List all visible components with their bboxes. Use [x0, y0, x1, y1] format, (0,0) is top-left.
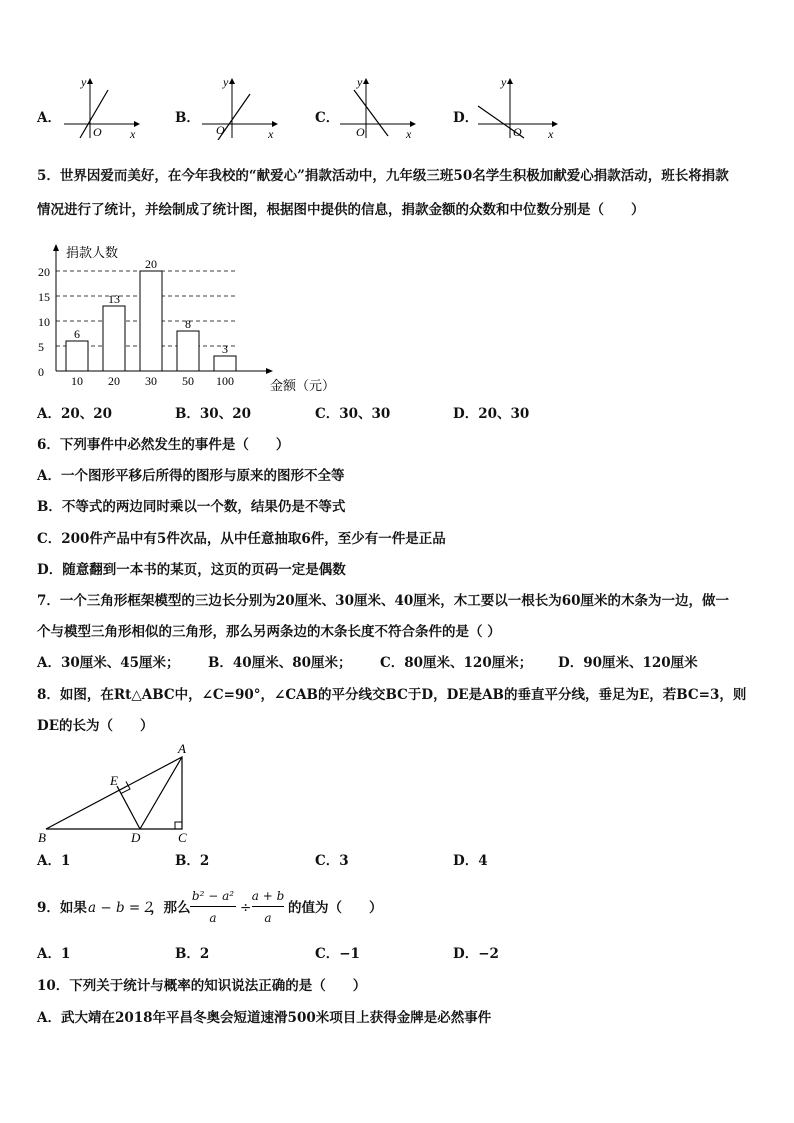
q4-b-y-label: y — [223, 76, 229, 89]
q6-option-a: A．一个图形平移后所得的图形与原来的图形不全等 — [37, 468, 345, 484]
q8-label-c: C — [178, 830, 187, 845]
y-axis-arrow — [53, 244, 59, 251]
x-axis-arrow — [266, 368, 273, 374]
q8-stem-line1: 8．如图，在Rt△ABC中，∠C=90°，∠CAB的平分线交BC于D，DE是AB的垂直平分线，垂足为E，若BC=3，则 — [37, 687, 747, 703]
q7-option-a: A．30厘米、45厘米； — [37, 655, 180, 671]
bar-100 — [214, 356, 236, 371]
data-label: 20 — [145, 257, 157, 271]
y-axis-title: 捐款人数 — [66, 245, 119, 260]
q4-graph-b — [198, 76, 278, 140]
q9-divide-sign: ÷ — [240, 900, 252, 916]
q9-option-c: C．−1 — [315, 946, 360, 962]
y-tick-label: 0 — [38, 365, 44, 379]
q8-option-c: C．3 — [315, 853, 349, 869]
q9-frac2-bar — [252, 906, 284, 907]
q8-triangle-figure — [30, 738, 200, 848]
q8-label-e: E — [110, 773, 118, 788]
q4-a-origin: O — [93, 125, 102, 139]
data-label: 13 — [108, 292, 120, 306]
q5-stem-line1: 5．世界因爱而美好，在今年我校的“献爱心”捐款活动中，九年级三班50名学生积极加献爱心捐款活动，班长将捐款 — [37, 168, 729, 184]
bar-10 — [66, 341, 88, 371]
bar-30 — [140, 271, 162, 371]
q4-graph-d — [474, 76, 558, 140]
q9-frac1-numerator: b² − a² — [191, 889, 235, 903]
q4-c-y-label: y — [357, 76, 363, 89]
q4-option-b-label: B． — [175, 110, 200, 126]
q9-frac2-numerator: a + b — [251, 889, 285, 903]
q5-bar-chart — [30, 230, 340, 395]
q7-option-c: C．80厘米、120厘米； — [380, 655, 533, 671]
x-tick-label: 20 — [108, 374, 120, 388]
q8-label-b: B — [38, 830, 46, 845]
q6-option-d: D．随意翻到一本书的某页，这页的页码一定是偶数 — [37, 562, 346, 578]
q9-frac1-denominator: a — [209, 911, 217, 925]
q4-d-x-label: x — [548, 127, 554, 140]
q8-option-a: A．1 — [37, 853, 71, 869]
q4-option-a-label: A． — [37, 110, 61, 126]
y-tick-label: 5 — [38, 340, 44, 354]
q5-option-b: B．30、20 — [175, 406, 251, 422]
q9-option-b: B．2 — [175, 946, 210, 962]
q7-stem-line2: 个与模型三角形相似的三角形，那么另两条边的木条长度不符合条件的是（ ） — [37, 624, 501, 640]
q10-option-a: A．武大靖在2018年平昌冬奥会短道速滑500米项目上获得金牌是必然事件 — [37, 1010, 492, 1026]
q9-frac2-denominator: a — [264, 911, 272, 925]
y-tick-label: 15 — [38, 290, 50, 304]
q7-stem-line1: 7．一个三角形框架模型的三边长分别为20厘米、30厘米、40厘米，木工要以一根长为60厘米的木条为一边，做一 — [37, 593, 730, 609]
q7-option-b: B．40厘米、80厘米； — [208, 655, 352, 671]
q9-frac1-bar — [190, 906, 236, 907]
q4-graph-c — [336, 76, 416, 140]
q4-c-x-label: x — [406, 127, 412, 140]
y-tick-label: 20 — [38, 265, 50, 279]
bar-20 — [103, 306, 125, 371]
q5-option-c: C．30、30 — [315, 406, 391, 422]
y-tick-label: 10 — [38, 315, 50, 329]
x-tick-label: 100 — [216, 374, 234, 388]
q10-stem: 10．下列关于统计与概率的知识说法正确的是（ ） — [37, 978, 367, 994]
q5-stem-line2: 情况进行了统计，并绘制成了统计图，根据图中提供的信息，捐款金额的众数和中位数分别是（ ） — [37, 202, 645, 218]
q8-label-d: D — [131, 830, 141, 845]
q4-d-origin: O — [513, 125, 522, 139]
q6-option-b: B．不等式的两边同时乘以一个数，结果仍是不等式 — [37, 499, 346, 515]
q9-option-a: A．1 — [37, 946, 71, 962]
q5-option-a: A．20、20 — [37, 406, 113, 422]
x-tick-label: 30 — [145, 374, 157, 388]
q4-d-y-label: y — [501, 76, 507, 89]
q8-label-a: A — [178, 741, 186, 756]
x-tick-label: 10 — [71, 374, 83, 388]
q5-option-d: D．20、30 — [453, 406, 530, 422]
q9-option-d: D．−2 — [453, 946, 499, 962]
q4-a-y-label: y — [81, 76, 87, 89]
q8-stem-line2: DE的长为（ ） — [37, 718, 154, 734]
x-axis-title: 金额（元） — [270, 378, 336, 393]
q9-condition: a − b = 2 — [88, 900, 154, 916]
q9-mid: ，那么 — [150, 900, 191, 916]
data-label: 8 — [185, 317, 191, 331]
q6-stem: 6．下列事件中必然发生的事件是（ ） — [37, 437, 290, 453]
q8-option-b: B．2 — [175, 853, 210, 869]
x-tick-label: 50 — [182, 374, 194, 388]
q4-b-x-label: x — [268, 127, 274, 140]
q6-option-c: C．200件产品中有5件次品，从中任意抽取6件，至少有一件是正品 — [37, 531, 446, 547]
q4-c-origin: O — [356, 125, 365, 139]
data-label: 3 — [222, 342, 228, 356]
q9-prefix: 9．如果 — [37, 900, 87, 916]
q9-suffix: 的值为（ ） — [288, 900, 383, 916]
q4-option-d-label: D． — [453, 110, 479, 126]
q4-graph-a — [60, 76, 140, 140]
q4-a-x-label: x — [130, 127, 136, 140]
data-label: 6 — [74, 327, 80, 341]
bar-50 — [177, 331, 199, 371]
q4-option-c-label: C． — [315, 110, 340, 126]
q7-option-d: D．90厘米、120厘米 — [558, 655, 698, 671]
q4-b-origin: O — [216, 123, 225, 137]
q8-option-d: D．4 — [453, 853, 488, 869]
